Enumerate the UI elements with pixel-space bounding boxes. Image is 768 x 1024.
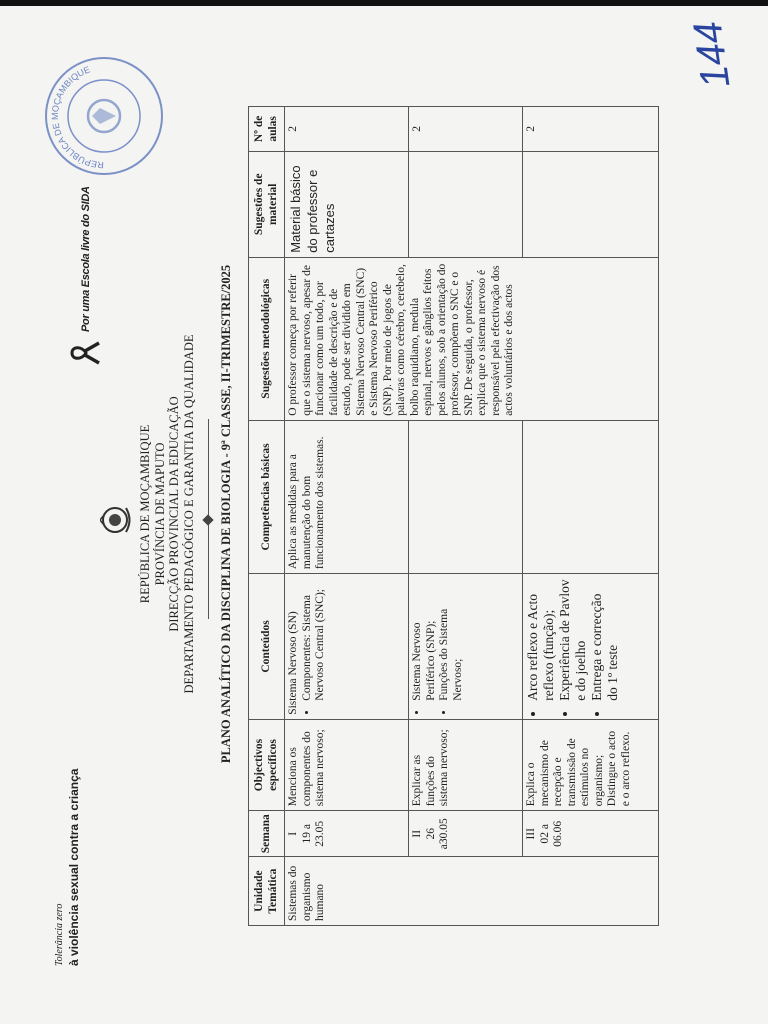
slogan-line-1: Tolerância zero	[54, 903, 65, 966]
slogan	[52, 769, 82, 966]
cell-content-3	[523, 574, 659, 720]
content-item: • Entrega e correcção do 1º teste	[589, 578, 621, 701]
stamp-text: REPÚBLICA DE MOÇAMBIQUE	[49, 64, 105, 171]
slogan-line-2: à violência sexual contra a criança	[67, 768, 81, 966]
header-line-department: DEPARTAMENTO PEDAGÓGICO E GARANTIA DA QUALIDADE	[181, 334, 196, 694]
table-row-week-2	[409, 107, 523, 926]
cell-week-1	[285, 811, 409, 857]
header-objectives: Objectivos específicos	[249, 719, 285, 811]
handwritten-page-number: 144	[685, 18, 739, 91]
cell-content-1	[285, 574, 409, 720]
cell-lessons-3: 2	[523, 107, 659, 152]
header-line-province: PROVÍNCIA DE MAPUTO	[152, 442, 167, 586]
header-line-directorate: DIRECÇÃO PROVINCIAL DA EDUCAÇÃO	[167, 396, 181, 632]
cell-objective-2: Explicar as funções do sistema nervoso;	[409, 719, 523, 811]
week-number: II	[411, 829, 423, 838]
table-header-row	[249, 107, 285, 926]
week-number: III	[525, 828, 537, 840]
week-dates: 26 a30.05	[424, 818, 450, 850]
cell-objective-1: Menciona os componentes do sistema nervoso;	[285, 719, 409, 811]
cell-material-3	[523, 151, 659, 257]
scanned-page	[0, 6, 768, 1024]
week-dates: 19 a 23.05	[300, 820, 326, 847]
cell-methodology: O professor começa por referir que o sistema nervoso, apesar de funcionar como um todo, por facilidade de descrição e de estudo, pode ser dividido em Sistema Nervoso Central (SNC) e Sistema Nervoso Periférico (SNP). Por meio de jogos de palavras como cérebro, cerebelo, bolbo raquidiano, medula espinal, nervos e gânglios feitos pelos alunos, sob a orientação do professor, compõem o SNC e o SNP. De seguida, o professor, explica que o sistema nervoso é responsável pela efectivação dos actos voluntários e dos actos	[285, 257, 659, 420]
lesson-plan-table	[248, 106, 659, 926]
cell-lessons-2: 2	[409, 107, 523, 152]
cell-week-3	[523, 811, 659, 857]
cell-content-2	[409, 574, 523, 720]
content-item: • Componentes: Sistema Nervoso Central (SNC);	[301, 578, 328, 701]
header-line-republic: REPÚBLICA DE MOÇAMBIQUE	[138, 424, 152, 604]
content-item: • Experiência de Pavlov e do joelho	[557, 578, 589, 701]
document-title: PLANO ANALÍTICO DA DISCIPLINA DE BIOLOGIA - 9ª CLASSE, II-TRIMESTRE/2025	[219, 264, 233, 764]
coat-of-arms-icon	[100, 503, 132, 537]
header-week: Semana	[249, 811, 285, 857]
header-unit: Unidade Temática	[249, 857, 285, 926]
divider-diamond-icon	[202, 514, 213, 525]
table-row-week-3	[523, 107, 659, 926]
campaign-slogan: Por uma Escola livre do SIDA	[80, 186, 92, 332]
content-item: • Arco reflexo e Acto reflexo (função);	[525, 578, 557, 701]
official-stamp-icon	[40, 52, 168, 180]
cell-competence-2	[409, 420, 523, 573]
header-material: Sugestões de material	[249, 151, 285, 257]
content-item: • Sistema Nervoso Periférico (SNP);	[411, 578, 438, 701]
content-item: • Funções do Sistema Nervoso;	[438, 578, 465, 701]
week-number: I	[287, 831, 299, 836]
week-dates: 02 a 06.06	[538, 820, 564, 847]
cell-competence-3	[523, 420, 659, 573]
table-row-week-1	[285, 107, 409, 926]
header-competences: Competências básicas	[249, 420, 285, 573]
rotated-document	[0, 6, 768, 1024]
cell-material-2	[409, 151, 523, 257]
cell-material-1: Material básico do professor e cartazes	[285, 151, 409, 257]
header-lessons: Nº de aulas	[249, 107, 285, 152]
header-methodology: Sugestões metodológicas	[249, 257, 285, 420]
cell-objective-3: Explica o mecanismo de recepção e transmissão de estímulos no organismo; Distingue o acto e o arco reflexo.	[523, 719, 659, 811]
cell-competence-1: Aplica as medidas para a manutenção do bom funcionamento dos sistemas.	[285, 420, 409, 573]
header-contents: Conteúdos	[249, 574, 285, 720]
awareness-ribbon-icon	[68, 336, 102, 370]
document-header	[138, 204, 196, 824]
cell-lessons-1: 2	[285, 107, 409, 152]
cell-unit: Sistemas do organismo humano	[285, 857, 659, 926]
cell-week-2	[409, 811, 523, 857]
content-intro: Sistema Nervoso (SN)	[287, 611, 299, 715]
